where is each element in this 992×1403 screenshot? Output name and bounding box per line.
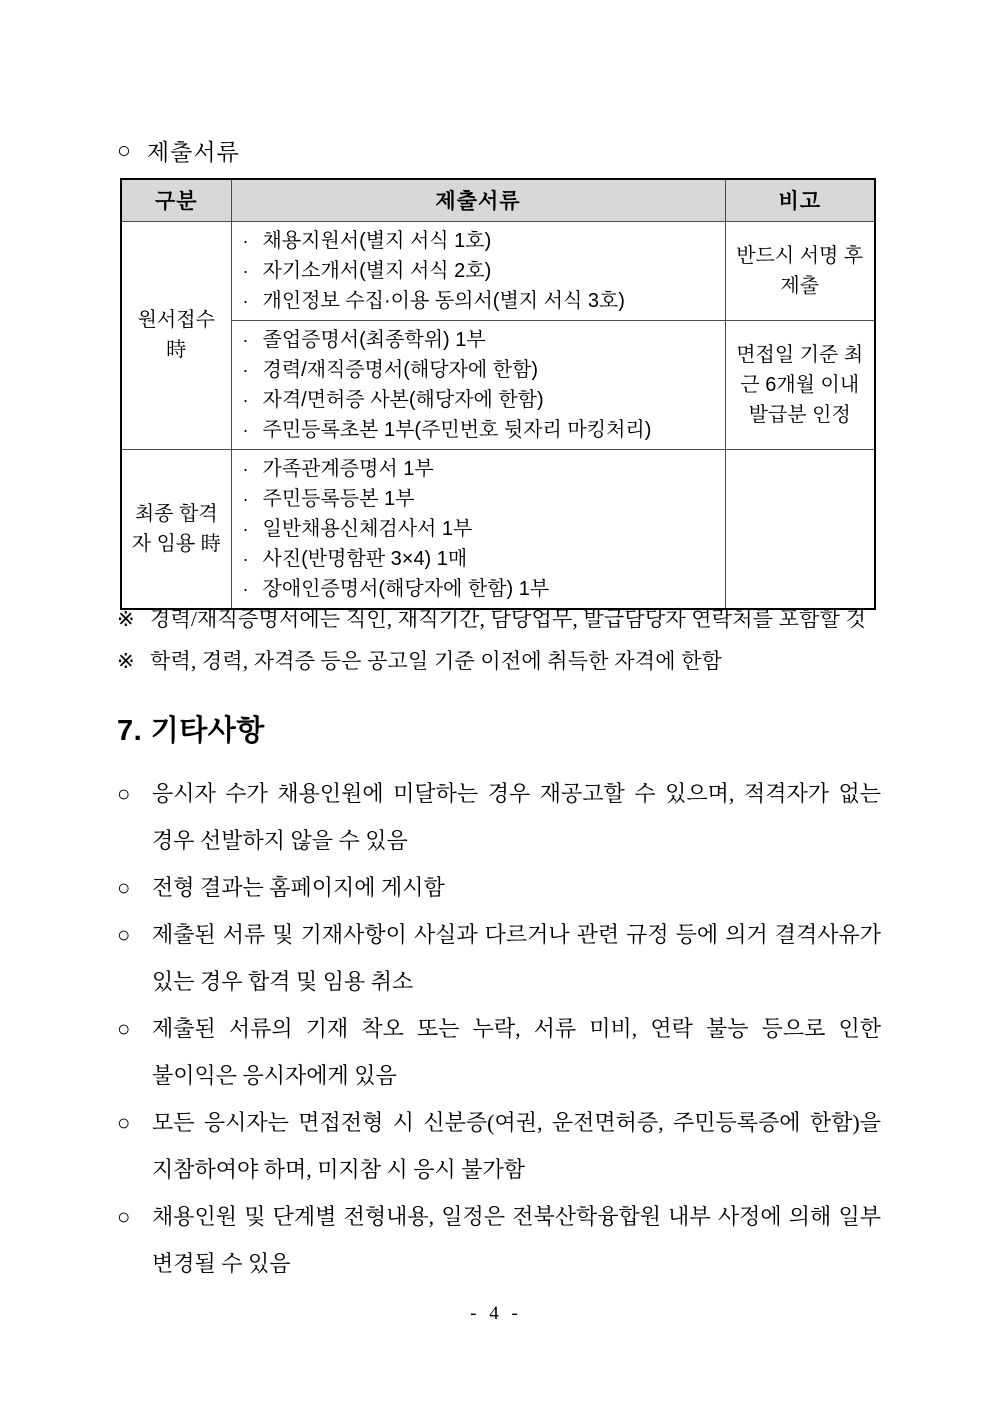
list-item [117, 1099, 881, 1193]
page-number: - 4 - [470, 1303, 522, 1324]
doc-text: 개인정보 수집·이용 동의서(별지 서식 3호) [262, 289, 625, 312]
table-row-application-1 [121, 221, 875, 320]
table-row-final-appointment [121, 449, 875, 609]
doc-line [241, 256, 719, 286]
doc-line [241, 325, 719, 355]
note-line [117, 640, 889, 682]
note-text: 경력/재직증명서에는 직인, 재직기간, 담당업무, 발급담당자 연락처를 포함할 것 [150, 607, 867, 631]
table-header-row [121, 179, 875, 221]
reference-mark-icon: ※ [117, 649, 135, 673]
circle-marker-icon: ○ [117, 1110, 131, 1135]
remark-cell: 반드시 서명 후 제출 [725, 221, 875, 320]
doc-line [241, 355, 719, 385]
table-notes [117, 598, 889, 682]
submission-heading-label: 제출서류 [146, 140, 240, 165]
list-item-text: 모든 응시자는 면접전형 시 신분증(여권, 운전면허증, 주민등록증에 한함)을 지참하여야 하며, 미지참 시 응시 불가함 [152, 1110, 881, 1182]
doc-text: 주민등록등본 1부 [262, 487, 415, 510]
list-item-text: 제출된 서류의 기재 착오 또는 누락, 서류 미비, 연락 불능 등으로 인한 불이익은 응시자에게 있음 [152, 1016, 881, 1088]
list-item [117, 911, 881, 1005]
dot-marker-icon: · [242, 260, 249, 281]
dot-marker-icon: · [242, 230, 249, 251]
doc-text: 자기소개서(별지 서식 2호) [262, 259, 492, 282]
dot-marker-icon: · [242, 389, 249, 410]
doc-text: 경력/재직증명서(해당자에 한함) [262, 358, 539, 381]
col-header-documents: 제출서류 [231, 179, 725, 221]
circle-marker-icon: ○ [117, 875, 131, 900]
list-item [117, 1193, 881, 1287]
list-item-text: 제출된 서류 및 기재사항이 사실과 다르거나 관련 규정 등에 의거 결격사유가 있는 경우 합격 및 임용 취소 [152, 922, 881, 994]
doc-line [241, 286, 719, 316]
doc-text: 주민등록초본 1부(주민번호 뒷자리 마킹처리) [262, 418, 652, 441]
dot-marker-icon: · [242, 518, 249, 539]
list-item [117, 864, 881, 911]
dot-marker-icon: · [242, 419, 249, 440]
reference-mark-icon: ※ [117, 607, 135, 631]
doc-line [241, 415, 719, 445]
doc-text: 일반채용신체검사서 1부 [262, 517, 473, 540]
dot-marker-icon: · [242, 359, 249, 380]
section-heading-other: 7. 기타사항 [117, 715, 265, 747]
doc-line [241, 385, 719, 415]
dot-marker-icon: · [242, 578, 249, 599]
doc-line [241, 226, 719, 256]
documents-cell [231, 320, 725, 449]
list-item-text: 응시자 수가 채용인원에 미달하는 경우 재공고할 수 있으며, 적격자가 없는 경우 선발하지 않을 수 있음 [152, 781, 881, 853]
circle-marker-icon: ○ [117, 1204, 131, 1229]
dot-marker-icon: · [242, 290, 249, 311]
doc-line [241, 544, 719, 574]
doc-text: 사진(반명함판 3×4) 1매 [262, 547, 468, 570]
doc-text: 자격/면허증 사본(해당자에 한함) [262, 388, 544, 411]
remark-cell: 면접일 기준 최근 6개월 이내 발급분 인정 [725, 320, 875, 449]
circle-marker-icon: ○ [117, 922, 131, 947]
doc-text: 채용지원서(별지 서식 1호) [262, 229, 492, 252]
circle-marker-icon: ○ [117, 137, 132, 163]
dot-marker-icon: · [242, 548, 249, 569]
documents-cell [231, 221, 725, 320]
col-header-category: 구분 [121, 179, 231, 221]
doc-line [241, 514, 719, 544]
other-section-list [117, 770, 881, 1287]
dot-marker-icon: · [242, 458, 249, 479]
note-text: 학력, 경력, 자격증 등은 공고일 기준 이전에 취득한 자격에 한함 [150, 649, 723, 673]
category-cell-application: 원서접수 時 [121, 221, 231, 449]
doc-line [241, 454, 719, 484]
circle-marker-icon: ○ [117, 1016, 131, 1041]
list-item [117, 770, 881, 864]
submission-table [120, 178, 876, 610]
doc-text: 졸업증명서(최종학위) 1부 [262, 328, 486, 351]
list-item-text: 전형 결과는 홈페이지에 게시함 [152, 875, 445, 900]
doc-text: 장애인증명서(해당자에 한함) 1부 [262, 577, 550, 600]
col-header-remark: 비고 [725, 179, 875, 221]
doc-line [241, 484, 719, 514]
circle-marker-icon: ○ [117, 781, 131, 806]
dot-marker-icon: · [242, 488, 249, 509]
dot-marker-icon: · [242, 329, 249, 350]
category-cell-final: 최종 합격자 임용 時 [121, 449, 231, 609]
submission-heading [117, 134, 240, 167]
table-row-application-2 [121, 320, 875, 449]
documents-cell [231, 449, 725, 609]
remark-cell-empty [725, 449, 875, 609]
list-item [117, 1005, 881, 1099]
doc-text: 가족관계증명서 1부 [262, 457, 434, 480]
list-item-text: 채용인원 및 단계별 전형내용, 일정은 전북산학융합원 내부 사정에 의해 일부 변경될 수 있음 [152, 1204, 881, 1276]
note-line [117, 598, 889, 640]
